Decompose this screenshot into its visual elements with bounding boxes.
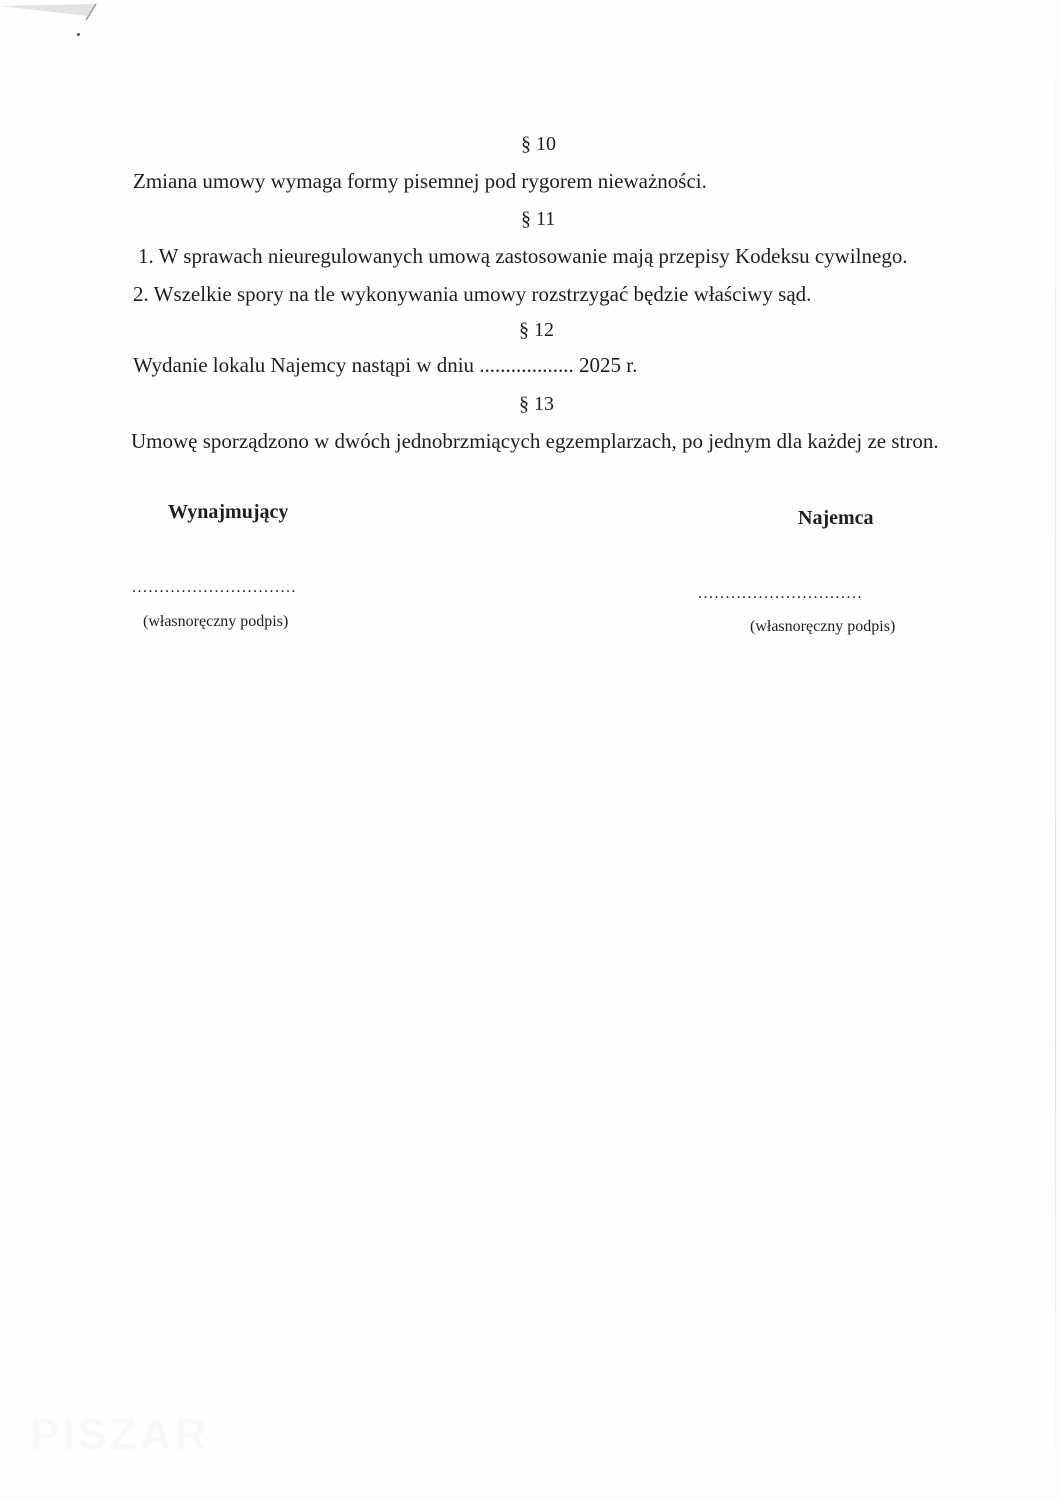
- section-11-point-2: 2. Wszelkie spory na tle wykonywania umowy rozstrzygać będzie właściwy sąd.: [133, 282, 812, 306]
- section-11-point-1: 1. W sprawach nieuregulowanych umową zastosowanie mają przepisy Kodeksu cywilnego.: [138, 244, 908, 268]
- signature-left-title: Wynajmujący: [168, 501, 289, 523]
- section-13-text: Umowę sporządzono w dwóch jednobrzmiących egzemplarzach, po jednym dla każdej ze stron.: [131, 429, 939, 453]
- section-12-heading: § 12: [519, 319, 554, 341]
- section-12-text: Wydanie lokalu Najemcy nastąpi w dniu .................. 2025 r.: [133, 353, 638, 377]
- section-13-heading: § 13: [519, 393, 554, 415]
- scan-artifact-corner: [0, 0, 100, 40]
- signature-right-caption: (własnoręczny podpis): [750, 618, 896, 635]
- watermark: [30, 1410, 209, 1460]
- scan-artifact-dot: [77, 33, 80, 36]
- signature-left-line: ..............................: [132, 579, 297, 596]
- section-10-heading: § 10: [521, 133, 556, 155]
- signature-right-line: ..............................: [698, 585, 863, 602]
- section-11-heading: § 11: [521, 208, 556, 230]
- signature-left-caption: (własnoręczny podpis): [143, 613, 289, 630]
- scan-artifact-edge: [1055, 0, 1056, 1500]
- signature-right-title: Najemca: [798, 507, 874, 529]
- section-10-text: Zmiana umowy wymaga formy pisemnej pod rygorem nieważności.: [133, 169, 707, 193]
